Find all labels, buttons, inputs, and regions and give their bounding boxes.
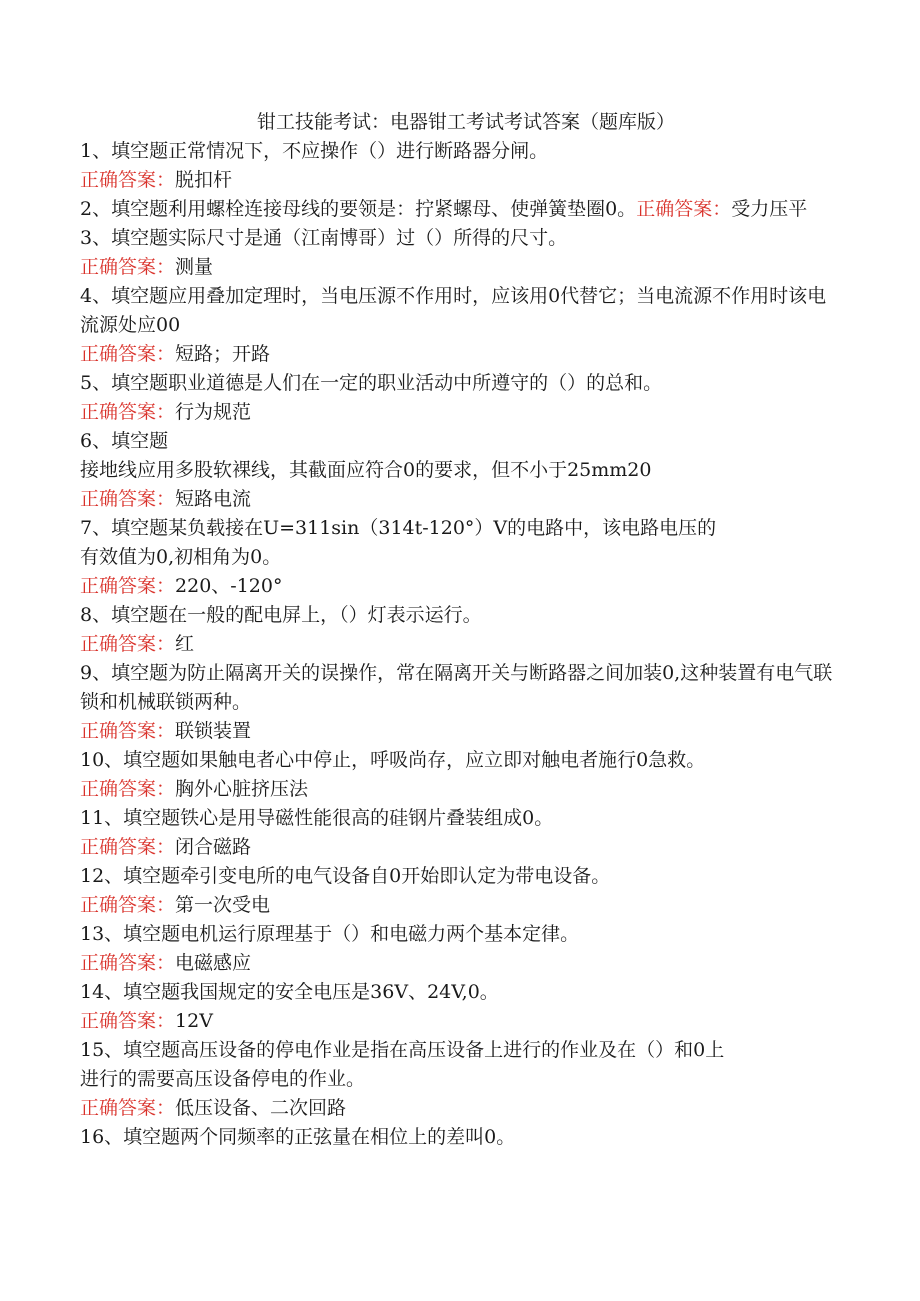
question-16: 16、填空题两个同频率的正弦量在相位上的差叫0。 (80, 1126, 516, 1148)
answer-text: 短路；开路 (175, 343, 271, 365)
answer-15 (80, 1094, 840, 1123)
answer-label: 正确答案： (80, 633, 176, 655)
question-13: 13、填空题电机运行原理基于（）和电磁力两个基本定律。 (80, 923, 580, 945)
answer-5 (80, 398, 840, 427)
answer-14 (80, 1007, 840, 1036)
question-2 (80, 195, 840, 224)
document-title: 钳工技能考试：电器钳工考试考试答案（题库版） (256, 111, 675, 133)
answer-label: 正确答案： (80, 952, 176, 974)
answer-13 (80, 949, 840, 978)
answer-7 (80, 572, 840, 601)
answer-label: 正确答案： (80, 256, 176, 278)
answer-label: 正确答案： (80, 778, 176, 800)
answer-text: 12V (175, 1010, 213, 1032)
answer-12 (80, 891, 840, 920)
question-15: 15、填空题高压设备的停电作业是指在高压设备上进行的作业及在（）和0上 (80, 1039, 725, 1061)
answer-label: 正确答案： (80, 836, 176, 858)
answer-10 (80, 775, 840, 804)
answer-text: 低压设备、二次回路 (175, 1097, 347, 1119)
answer-text: 短路电流 (175, 488, 252, 510)
answer-11 (80, 833, 840, 862)
answer-text: 闭合磁路 (175, 836, 252, 858)
answer-label: 正确答案： (80, 1097, 176, 1119)
question-6: 6、填空题 (80, 430, 169, 452)
question-5: 5、填空题职业道德是人们在一定的职业活动中所遵守的（）的总和。 (80, 372, 663, 394)
answer-label: 正确答案： (80, 894, 176, 916)
answer-label: 正确答案： (80, 575, 176, 597)
answer-label: 正确答案： (80, 1010, 176, 1032)
question-11: 11、填空题铁心是用导磁性能很高的硅钢片叠装组成0。 (80, 807, 554, 829)
question-14: 14、填空题我国规定的安全电压是36V、24V,0。 (80, 981, 499, 1003)
question-7-body: 有效值为0,初相角为0。 (80, 546, 282, 568)
answer-label: 正确答案： (80, 488, 176, 510)
answer-label: 正确答案： (80, 720, 176, 742)
question-10: 10、填空题如果触电者心中停止，呼吸尚存，应立即对触电者施行0急救。 (80, 749, 706, 771)
answer-label: 正确答案： (80, 169, 176, 191)
question-3: 3、填空题实际尺寸是通（江南博哥）过（）所得的尺寸。 (80, 227, 568, 249)
answer-text: 电磁感应 (175, 952, 252, 974)
answer-text: 脱扣杆 (175, 169, 233, 191)
answer-1 (80, 166, 840, 195)
answer-label: 正确答案： (636, 198, 732, 220)
document-page (80, 108, 840, 1152)
answer-4 (80, 340, 840, 369)
answer-3 (80, 253, 840, 282)
answer-9 (80, 717, 840, 746)
question-7: 7、填空题某负载接在U=311sin（314t-120°）V的电路中，该电路电压的 (80, 517, 717, 539)
answer-text: 红 (175, 633, 195, 655)
answer-text: 联锁装置 (175, 720, 252, 742)
answer-text: 测量 (175, 256, 214, 278)
answer-8 (80, 630, 840, 659)
answer-text: 胸外心脏挤压法 (175, 778, 309, 800)
question-4: 4、填空题应用叠加定理时，当电压源不作用时，应该用0代替它；当电流源不作用时该电流源处应00 (80, 285, 827, 336)
answer-6 (80, 485, 840, 514)
answer-text: 行为规范 (175, 401, 252, 423)
question-12: 12、填空题牵引变电所的电气设备自0开始即认定为带电设备。 (80, 865, 611, 887)
question-15-body: 进行的需要高压设备停电的作业。 (80, 1068, 366, 1090)
answer-text: 220、-120° (175, 575, 283, 597)
question-6-body: 接地线应用多股软裸线，其截面应符合0的要求，但不小于25mm20 (80, 459, 652, 481)
question-8: 8、填空题在一般的配电屏上，（）灯表示运行。 (80, 604, 482, 626)
question-9: 9、填空题为防止隔离开关的误操作，常在隔离开关与断路器之间加装0,这种装置有电气联锁和机械联锁两种。 (80, 662, 833, 713)
answer-label: 正确答案： (80, 343, 176, 365)
question-1: 1、填空题正常情况下，不应操作（）进行断路器分闸。 (80, 140, 549, 162)
question-text: 2、填空题利用螺栓连接母线的要领是：拧紧螺母、使弹簧垫圈0。 (80, 198, 637, 220)
answer-label: 正确答案： (80, 401, 176, 423)
answer-text: 受力压平 (731, 198, 808, 220)
answer-text: 第一次受电 (175, 894, 271, 916)
